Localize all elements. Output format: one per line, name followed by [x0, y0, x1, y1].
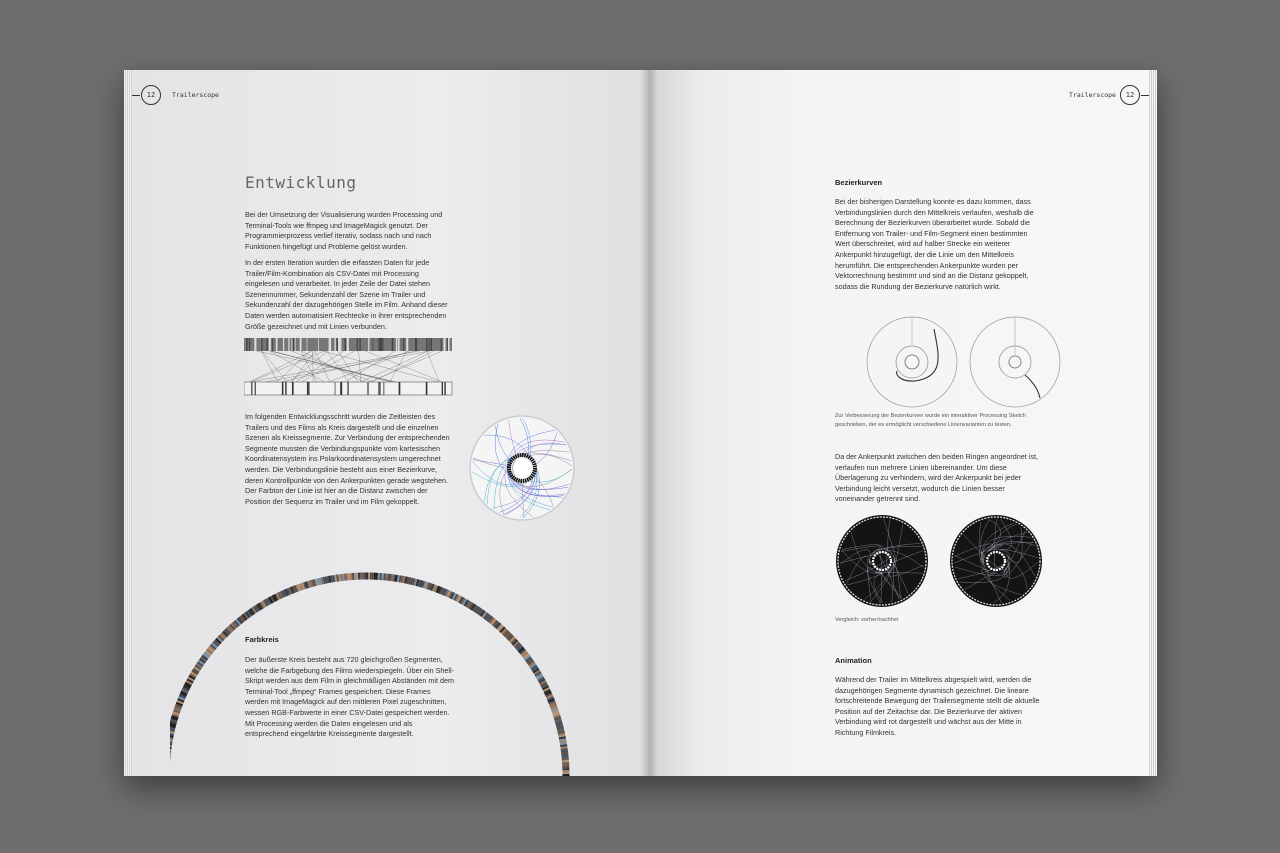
subheading-animation: Animation: [835, 656, 872, 665]
subheading-farbkreis: Farbkreis: [245, 635, 279, 644]
left-page: [124, 70, 649, 776]
running-title-left: Trailerscope: [172, 91, 219, 99]
bezier-sketch-left: [865, 315, 959, 409]
paragraph-anchor-offset: Da der Ankerpunkt zwischen den beiden Ringen angeordnet ist, verlaufen nun mehrere Linien übereinander. Um diese Überlagerung zu verhindern, wird der Ankerpunkt bei jeder Verbindung leicht versetzt, wodurch die Linien besser voneinander getrennt sind.: [835, 452, 1038, 504]
paragraph-intro: Bei der Umsetzung der Visualisierung wurden Processing und Terminal-Tools wie ffmpeg und ImageMagick genutzt. Der Programmierprozess verlief iterativ, sodass nach und nach Funktionen hingefügt und Probleme gelöst wurden.: [245, 210, 443, 251]
comparison-after-circle: [949, 514, 1043, 608]
timeline-diagram: [244, 338, 454, 398]
caption-bezier-sketch: Zur Verbesserung der Bezierkurven wurde ein interaktiver Processing Sketch geschrieben, der es ermöglicht verschiedene Linienvarianten zu testen.: [835, 413, 1026, 428]
paragraph-circle-step: Im folgenden Entwicklungsschritt wurden die Zeitleisten des Trailers und des Films als Kreis dargestellt und die einzelnen Szenen als Kreissegmente. Zur Verbindung der entsprechenden Segmente mussten die Verbindungspunkte vom kartesischen Koordinatensystem ins Polarkoordinatensystem umgerechnet werden. Die Verbindungslinie besteht aus einer Bezierkurve, deren Kontrollpunkte von den Ankerpunkten gerade wegstehen. Der Farbton der Linie ist hier an die Distanz zwischen der Position der Sequenz im Trailer und im Film gekoppelt.: [245, 412, 450, 506]
book-gutter: [640, 70, 658, 776]
paragraph-animation: Während der Trailer im Mittelkreis abgespielt wird, werden die dazugehörigen Segmente dynamisch gezeichnet. Die lineare fortschreitende Bewegung der Trailersegmente stellt die aktuelle Position auf der Zeitachse dar. Die Bezierkurve der aktiven Verbindung wird rot dargestellt und wächst aus der Mitte in Richtung Filmkreis.: [835, 675, 1040, 737]
page-edge-right: [1149, 70, 1157, 776]
magazine-spread: [124, 70, 1157, 776]
comparison-before-circle: [835, 514, 929, 608]
running-title-right: Trailerscope: [1069, 91, 1116, 99]
page-number-right: 12: [1120, 85, 1140, 105]
page-edge-left: [124, 70, 132, 776]
circle-connection-diagram: [464, 410, 580, 526]
paragraph-farbkreis: Der äußerste Kreis besteht aus 720 gleichgroßen Segmenten, welche die Farbgebung des Films wiederspiegeln. Über ein Shell-Skript werden aus dem Film in gleichmäßigen Abständen mit dem Terminal-Tool „ffmpeg“ Frames gespeichert. Diese Frames werden mit ImageMagick auf den mittleren Pixel zugeschnitten, wessen RGB-Farbwerte in einer CSV-Datei gespeichert werden. Mit Processing werden die Daten eingelesen und als entsprechend eingefärbte Kreissegmente dargestellt.: [245, 655, 454, 739]
header-rule: [1141, 95, 1149, 96]
bezier-sketch-right: [968, 315, 1062, 409]
subheading-bezierkurven: Bezierkurven: [835, 178, 883, 187]
caption-comparison: Vergleich: vorher/nachher: [835, 617, 899, 623]
paragraph-bezierkurven: Bei der bisherigen Darstellung konnte es dazu kommen, dass Verbindungslinien durch den Mittelkreis verlaufen, weshalb die Berechnung der Bezierkurven überarbeitet wurde. Sobald die Entfernung von Trailer- und Film-Segment einen bestimmten Wert überschreitet, wird auf halber Strecke ein weiterer Ankerpunkt hinzugefügt, der die Linie um den Mittelkreis herumführt. Die entsprechenden Ankerpunkte wurden per Vektorrechnung bestimmt und sind an die Distanz gekoppelt, sodass die Rundung der Bezierkurve natürlich wirkt.: [835, 197, 1034, 291]
page-number-left: 12: [141, 85, 161, 105]
header-rule: [132, 95, 140, 96]
right-page: [649, 70, 1157, 776]
paragraph-first-iteration: In der ersten Iteration wurden die erfassten Daten für jede Trailer/Film-Kombination als CSV-Datei mit Processing eingelesen und verarbeitet. In jeder Zeile der Datei stehen Szenennummer, Sekundenzahl der Szene im Trailer und Sekundenzahl der dazugehörigen Stelle im Film. Anhand dieser Daten werden automatisiert Rechtecke in ihrer entsprechenden Größe gezeichnet und mit Linien verbunden.: [245, 258, 448, 331]
section-heading: Entwicklung: [245, 173, 357, 192]
